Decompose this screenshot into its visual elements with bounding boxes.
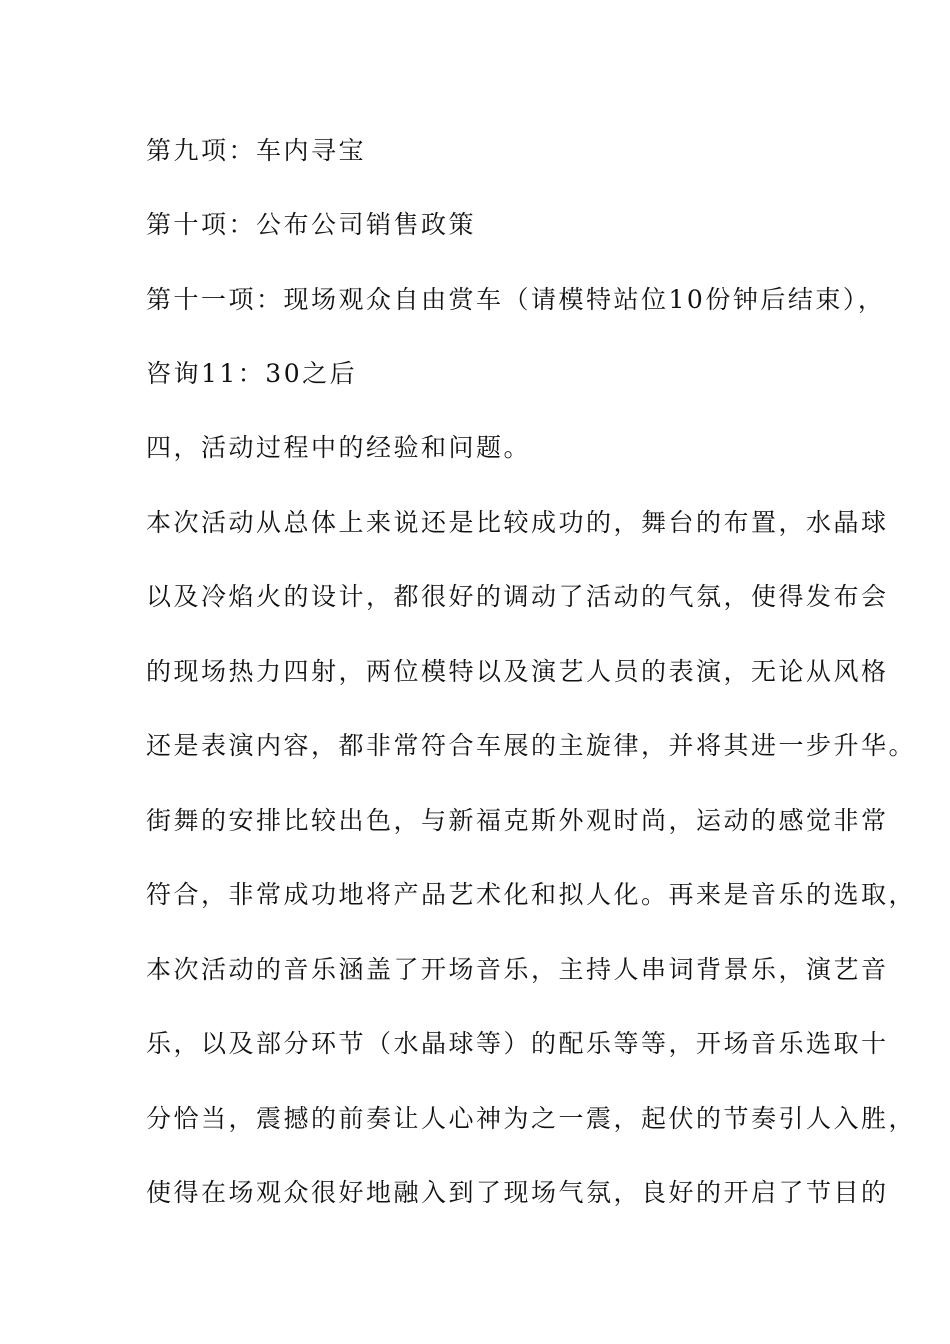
agenda-item-11-continued: 咨询11：30之后 bbox=[146, 359, 358, 388]
agenda-item-9: 第九项：车内寻宝 bbox=[146, 136, 367, 165]
paragraph-line: 符合，非常成功地将产品艺术化和拟人化。再来是音乐的选取， bbox=[146, 880, 917, 909]
paragraph-line: 本次活动从总体上来说还是比较成功的，舞台的布置，水晶球 bbox=[146, 508, 889, 537]
paragraph-line: 分恰当，震撼的前奏让人心神为之一震，起伏的节奏引人入胜， bbox=[146, 1104, 917, 1133]
paragraph-line: 还是表演内容，都非常符合车展的主旋律，并将其进一步升华。 bbox=[146, 731, 917, 760]
section-heading: 四，活动过程中的经验和问题。 bbox=[146, 433, 532, 462]
paragraph-line: 以及冷焰火的设计，都很好的调动了活动的气氛，使得发布会 bbox=[146, 582, 889, 611]
paragraph-line: 乐，以及部分环节（水晶球等）的配乐等等，开场音乐选取十 bbox=[146, 1029, 889, 1058]
paragraph-line: 使得在场观众很好地融入到了现场气氛，良好的开启了节目的 bbox=[146, 1178, 889, 1207]
paragraph-line: 本次活动的音乐涵盖了开场音乐，主持人串词背景乐，演艺音 bbox=[146, 955, 889, 984]
paragraph-line: 的现场热力四射，两位模特以及演艺人员的表演，无论从风格 bbox=[146, 657, 889, 686]
agenda-item-10: 第十项：公布公司销售政策 bbox=[146, 210, 477, 239]
agenda-item-11: 第十一项：现场观众自由赏车（请模特站位10份钟后结束）， bbox=[146, 285, 886, 314]
paragraph-line: 街舞的安排比较出色，与新福克斯外观时尚，运动的感觉非常 bbox=[146, 806, 889, 835]
